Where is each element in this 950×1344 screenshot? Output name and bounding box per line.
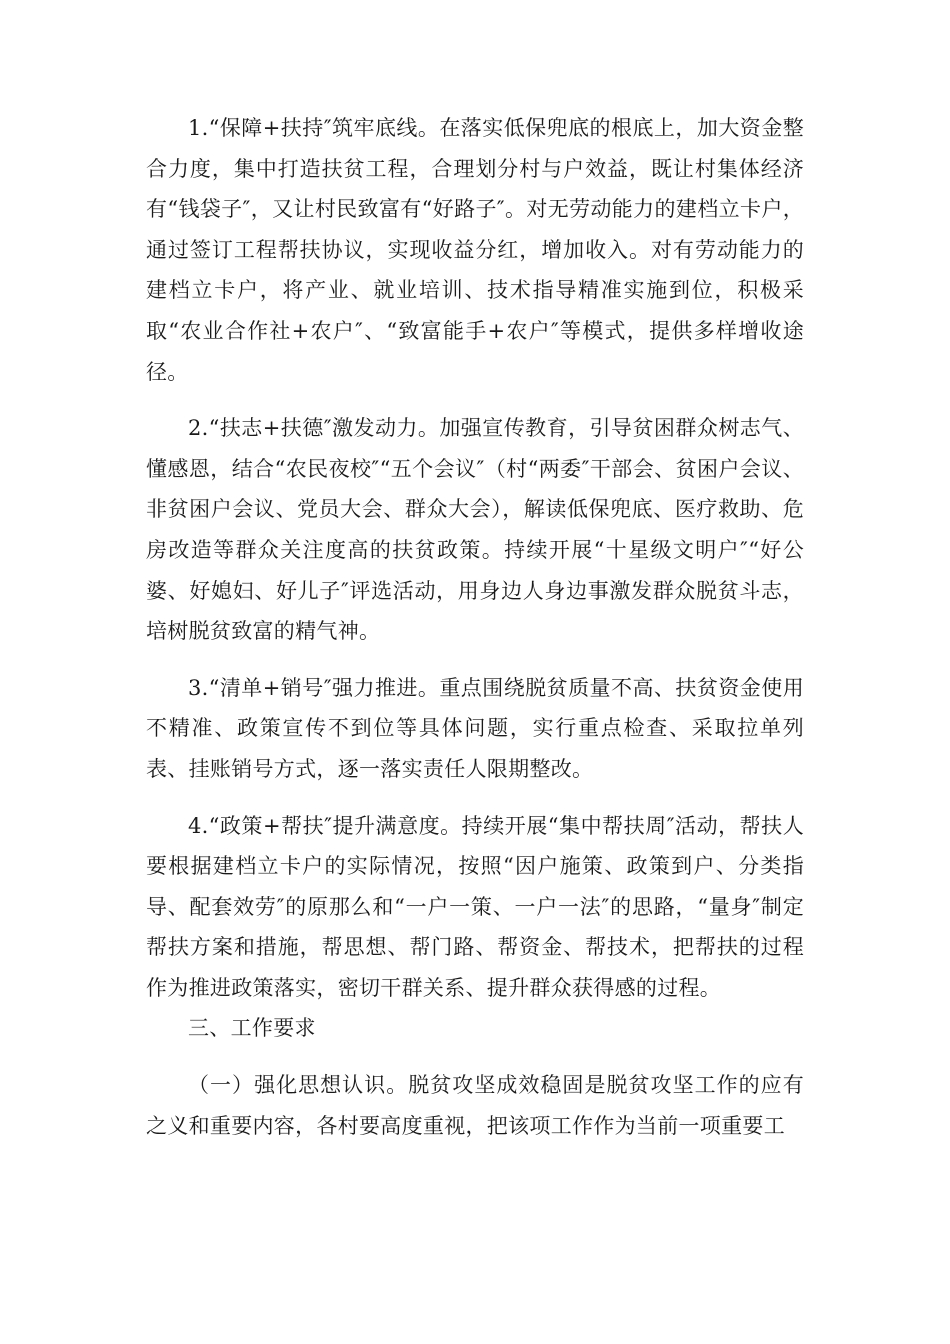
paragraph-3: 3.“清单+销号″强力推进。重点围绕脱贫质量不高、扶贫资金使用不精准、政策宣传不到位等具体问题，实行重点检查、采取拉单列表、挂账销号方式，逐一落实责任人限期整改。 bbox=[146, 675, 804, 781]
paragraph-5: （一）强化思想认识。脱贫攻坚成效稳固是脱贫攻坚工作的应有之义和重要内容，各村要高度重视，把该项工作作为当前一项重要工 bbox=[146, 1073, 804, 1138]
paragraph-1: 1.“保障+扶持″筑牢底线。在落实低保兜底的根底上，加大资金整合力度，集中打造扶贫工程，合理划分村与户效益，既让村集体经济有“钱袋子″，又让村民致富有“好路子″。对无劳动能力的建档立卡户，通过签订工程帮扶协议，实现收益分红，增加收入。对有劳动能力的建档立卡户，将产业、就业培训、技术指导精准实施到位，积极采取“农业合作社+农户″、“致富能手+农户″等模式，提供多样增收途径。 bbox=[146, 116, 804, 384]
section-heading: 三、工作要求 bbox=[188, 1016, 316, 1041]
document-body bbox=[146, 108, 804, 1146]
paragraph-4: 4.“政策+帮扶″提升满意度。持续开展“集中帮扶周″活动，帮扶人要根据建档立卡户的实际情况，按照“因户施策、政策到户、分类指导、配套效劳″的原那么和“一户一策、一户一法″的思路，“量身″制定帮扶方案和措施，帮思想、帮门路、帮资金、帮技术，把帮扶的过程作为推进政策落实，密切干群关系、提升群众获得感的过程。 bbox=[146, 813, 804, 1000]
paragraph-2: 2.“扶志+扶德″激发动力。加强宣传教育，引导贫困群众树志气、懂感恩，结合“农民夜校″“五个会议″（村“两委″干部会、贫困户会议、非贫困户会议、党员大会、群众大会），解读低保兜底、医疗救助、危房改造等群众关注度高的扶贫政策。持续开展“十星级文明户″“好公婆、好媳妇、好儿子″评选活动，用身边人身边事激发群众脱贫斗志，培树脱贫致富的精气神。 bbox=[146, 416, 804, 644]
